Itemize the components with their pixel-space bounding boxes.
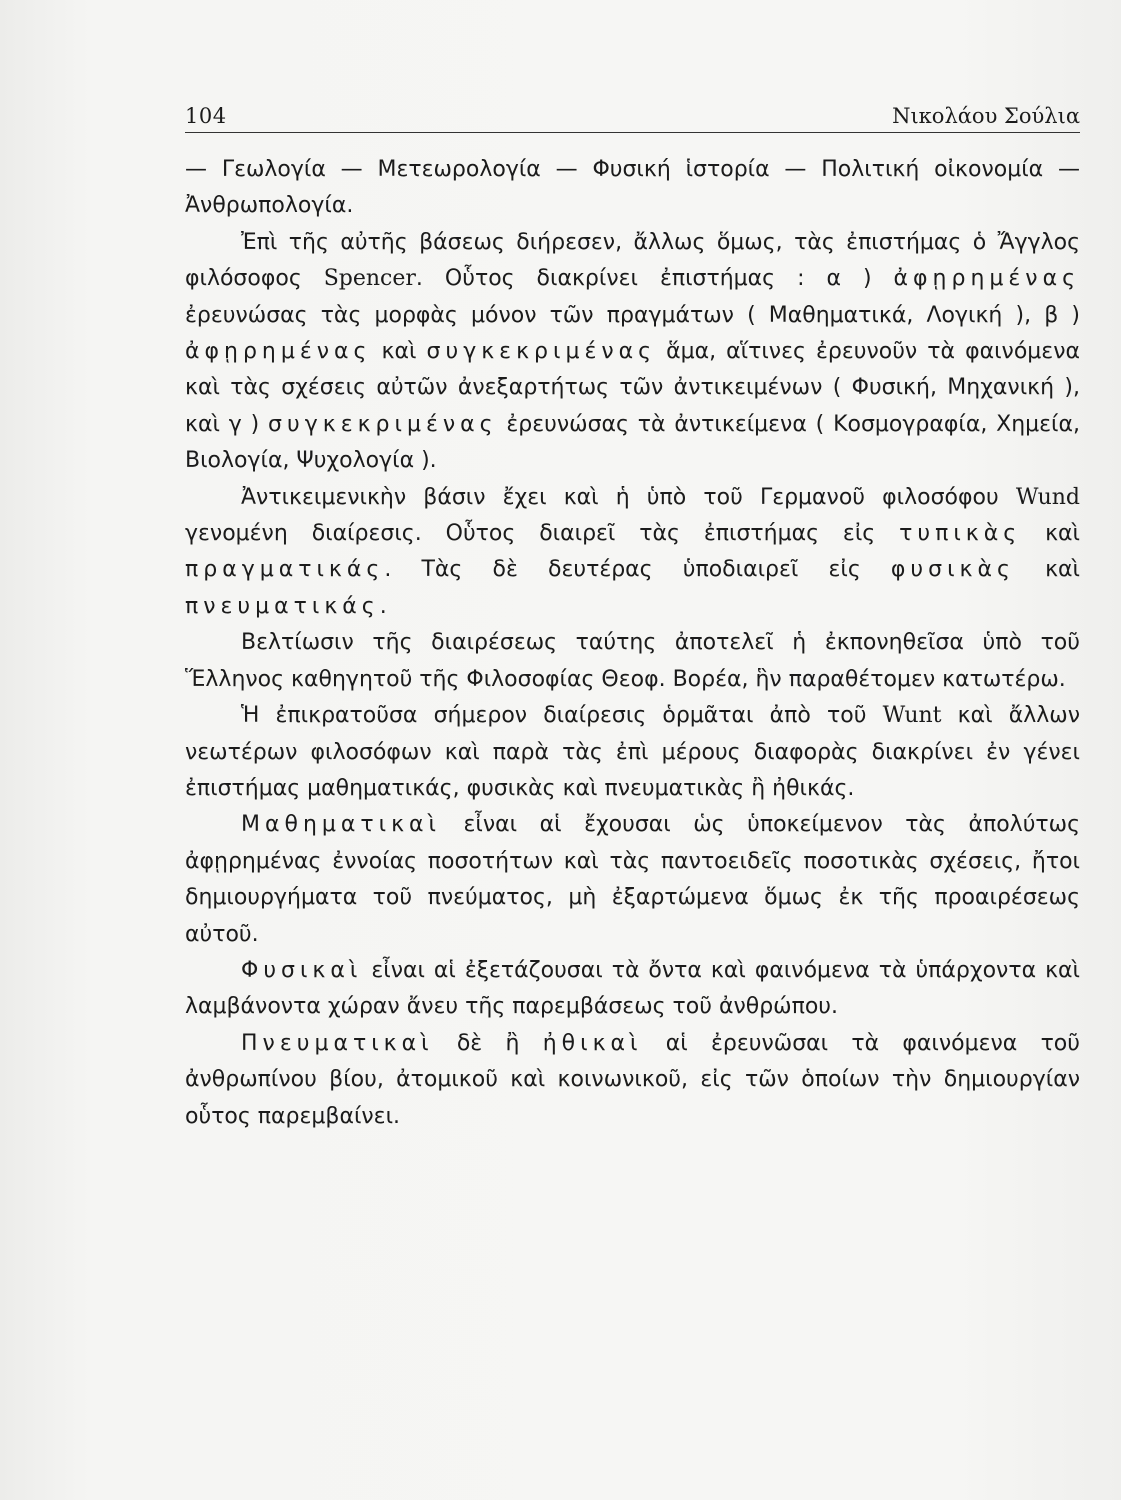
latin-name: Wunt [882,703,942,729]
text-run: Βελτίωσιν τῆς διαιρέσεως ταύτης ἀποτελεῖ ἡ ἐκπονηθεῖσα ὑπὸ τοῦ Ἕλληνος καθηγητοῦ τῆς Φιλοσοφίας Θεοφ. Βορέα, ἣν παραθέτομεν κατωτέρω. [185,630,1080,692]
running-head: Νικολάου Σούλια [892,104,1080,128]
spaced-term: συγκεκριμένας [426,339,657,365]
text-run: . [379,593,387,619]
paragraph [185,152,1080,225]
text-run: . Οὗτος διακρίνει ἐπιστήμας : α ) [415,266,894,292]
paragraph [185,698,1080,807]
text-run: αἱ ἐρευνῶσαι τὰ φαινόμενα τοῦ ἀνθρωπίνου βίου, ἀτομικοῦ καὶ κοινωνικοῦ, εἰς τῶν ὁποίων τὴν δημιουργίαν οὗτος παρεμβαίνει. [185,1030,1080,1129]
text-run: εἶναι αἱ ἔχουσαι ὡς ὑποκείμενον τὰς ἀπολύτως ἀφῃρημένας ἐννοίας ποσοτήτων καὶ τὰς παντοειδεῖς ποσοτικὰς σχέσεις, ἤτοι δημιουργήματα τοῦ πνεύματος, μὴ ἐξαρτώμενα ὅμως ἐκ τῆς προαιρέσεως αὐτοῦ. [185,812,1080,947]
paragraph [185,953,1080,1026]
spaced-term: Μαθηματικαὶ [241,812,441,838]
text-run: . Τὰς δὲ δευτέρας ὑποδιαιρεῖ εἰς [384,557,891,583]
latin-name: Wund [1015,484,1080,510]
text-run: καὶ ἄλλων νεωτέρων φιλοσόφων καὶ παρὰ τὰς ἐπὶ μέρους διαφορὰς διακρίνει ἐν γένει ἐπιστήμας μαθηματικάς, φυσικὰς καὶ πνευματικὰς ἢ ἠθικάς. [185,703,1080,801]
text-run: ἐρευνώσας τὰ ἀντικείμενα ( Κοσμογραφία, Χημεία, Βιολογία, Ψυχολογία ). [185,411,1080,474]
text-run: καὶ [1014,557,1080,583]
spaced-term: Πνευματικαὶ [241,1030,434,1056]
spaced-term: ἀφῃρημένας [185,339,372,365]
text-run: — Γεωλογία — Μετεωρολογία — Φυσική ἱστορία — Πολιτική οἰκονομία — Ἀνθρωπολογία. [185,157,1080,219]
spaced-term: ἀφῃρημένας [893,266,1080,292]
paragraph [185,625,1080,698]
text-run: Ἀντικειμενικὴν βάσιν ἔχει καὶ ἡ ὑπὸ τοῦ Γερμανοῦ φιλοσόφου [241,484,1016,510]
spaced-term: τυπικὰς [899,521,1022,547]
spaced-term: Φυσικαὶ [241,957,363,983]
paragraph [185,1026,1080,1135]
text-run: εἶναι αἱ ἐξετάζουσαι τὰ ὄντα καὶ φαινόμενα τὰ ὑπάρχοντα καὶ λαμβάνοντα χώραν ἄνευ τῆς παρεμβάσεως τοῦ ἀνθρώπου. [185,957,1080,1020]
text-run: καὶ [371,339,427,365]
text-run: ἐρευνώσας τὰς μορφὰς μόνον τῶν πραγμάτων ( Μαθηματικά, Λογική ), β ) [185,302,1080,328]
spaced-term: ἠθικαὶ [542,1030,643,1056]
paragraph [185,225,1080,480]
text-run: γενομένη διαίρεσις. Οὗτος διαιρεῖ τὰς ἐπιστήμας εἰς [185,521,900,547]
page-header [185,100,1080,133]
text-run: Ἐπὶ τῆς αὐτῆς βάσεως διήρεσεν, ἄλλως ὅμως, τὰς ἐπιστήμας ὁ Ἄγγλος φιλόσοφος [185,229,1080,292]
latin-name: Spencer [323,266,416,292]
paragraph [185,480,1080,626]
text-run: καὶ [1021,521,1080,547]
spaced-term: πραγματικάς [185,557,385,583]
page-number: 104 [185,104,227,128]
spaced-term: φυσικὰς [890,557,1015,583]
text-run: δὲ ἢ [433,1030,543,1056]
body-text [185,152,1080,1135]
text-run: ἅμα, αἵτινες ἐρευνοῦν τὰ φαινόμενα καὶ τὰς σχέσεις αὐτῶν ἀνεξαρτήτως τῶν ἀντικειμένων ( Φυσική, Μηχανική ), καὶ γ ) [185,339,1080,437]
text-run: Ἡ ἐπικρατοῦσα σήμερον διαίρεσις ὁρμᾶται ἀπὸ τοῦ [241,703,883,729]
spaced-term: συγκεκριμένας [268,411,498,437]
spaced-term: πνευματικάς [185,593,380,619]
paragraph [185,807,1080,953]
